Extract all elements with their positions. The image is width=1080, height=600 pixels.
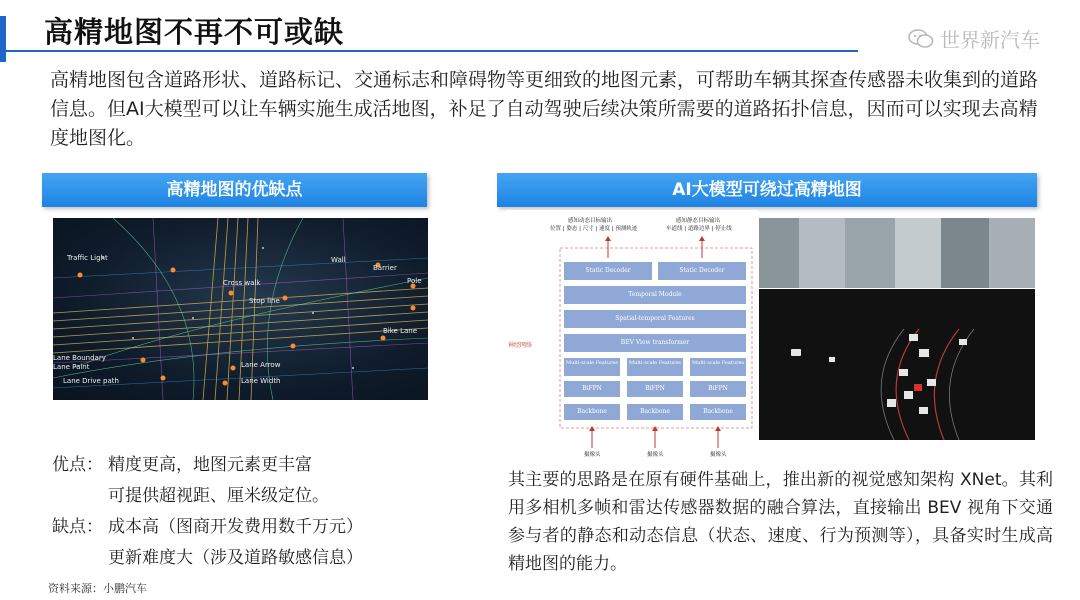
page-title: 高精地图不再不可或缺: [44, 15, 345, 49]
temporal-module: Temporal Module: [628, 291, 682, 298]
multiscale-features-3: Multi-scale Features: [691, 360, 744, 366]
xnet-architecture-diagram: [506, 210, 758, 462]
map-label-lane-arrow: Lane Arrow: [241, 361, 281, 369]
bev-view-transformer: BEV View transformer: [620, 339, 690, 346]
cons-line-1: 成本高（图商开发费用数千万元）: [108, 517, 363, 537]
backbone-3: Backbone: [703, 408, 733, 415]
static-decoder-2: Static Decoder: [679, 267, 725, 274]
title-underline: [0, 50, 858, 52]
title-accent-bar: [0, 16, 6, 62]
bev-output-view: [759, 289, 1035, 440]
camera-label-2: 摄像头: [647, 452, 664, 458]
right-section-heading: AI大模型可绕过高精地图: [497, 173, 1037, 207]
source-note: 资料来源：小鹏汽车: [48, 582, 147, 595]
map-label-lane-width: Lane Width: [241, 377, 281, 385]
dynamic-output-sub: 位置 | 姿态 | 尺寸 | 速度 | 预测轨迹: [550, 226, 638, 232]
static-output-sub: 车道线 | 道路边界 | 停止线: [666, 226, 732, 232]
left-section-heading: 高精地图的优缺点: [42, 173, 427, 207]
dynamic-output-title: 感知动态目标输出: [568, 218, 613, 224]
bifpn-1: BiFPN: [582, 385, 602, 392]
cons-row: [52, 512, 363, 543]
multiscale-features-2: Multi-scale Features: [628, 360, 681, 366]
map-label-stop-line: Stop line: [249, 297, 280, 305]
static-decoder-1: Static Decoder: [585, 267, 631, 274]
xnet-description: 其主要的思路是在原有硬件基础上，推出新的视觉感知架构 XNet。其利用多相机多帧和雷达传感器数据的融合算法，直接输出 BEV 视角下交通参与者的静态和动态信息（状态、速度、行为预测等），具备实时生成高精地图的能力。: [508, 470, 1053, 574]
intro-paragraph: 高精地图包含道路形状、道路标记、交通标志和障碍物等更细致的地图元素，可帮助车辆其探查传感器未收集到的道路信息。但AI大模型可以让车辆实施生成活地图，补足了自动驾驶后续决策所需要的道路拓扑信息，因而可以实现去高精度地图化。: [50, 69, 1039, 149]
pros-line-2: 可提供超视距、厘米级定位。: [108, 486, 329, 506]
pros-cons-list: [52, 450, 363, 574]
map-label-wall: Wall: [331, 256, 346, 264]
map-label-bike-lane: Bike Lane: [383, 327, 418, 335]
multi-camera-views: [759, 218, 1035, 288]
brand-name: 世界新汽车: [940, 28, 1040, 52]
map-label-barrier: Barrier: [373, 264, 397, 272]
cons-label: 缺点：: [52, 517, 103, 537]
pros-label: 优点：: [52, 455, 103, 475]
map-label-lane-paint: Lane Paint: [53, 363, 90, 371]
backbone-1: Backbone: [577, 408, 607, 415]
map-label-lane-drive-path: Lane Drive path: [63, 377, 119, 385]
pros-line-1: 精度更高，地图元素更丰富: [108, 455, 312, 475]
hd-map-image: [53, 218, 428, 400]
multiscale-features-1: Multi-scale Features: [565, 360, 618, 366]
map-label-cross-walk: Cross walk: [223, 279, 261, 287]
bifpn-3: BiFPN: [708, 385, 728, 392]
backbone-2: Backbone: [640, 408, 670, 415]
neural-network-label: 神经网络: [508, 342, 533, 349]
bifpn-2: BiFPN: [645, 385, 665, 392]
brand-watermark: [908, 24, 1040, 53]
cons-line-2: 更新难度大（涉及道路敏感信息）: [108, 548, 363, 568]
map-label-pole: Pole: [407, 277, 422, 285]
pros-row: [52, 450, 363, 481]
wechat-icon: [908, 29, 934, 49]
camera-label-3: 摄像头: [710, 452, 727, 458]
static-output-title: 感知静态目标输出: [676, 218, 721, 224]
spatial-temporal-features: Spatial-temporal Features: [615, 315, 695, 322]
camera-label-1: 摄像头: [584, 452, 601, 458]
map-label-lane-boundary: Lane Boundary: [53, 354, 106, 362]
map-label-traffic-light: Traffic Light: [67, 254, 108, 262]
